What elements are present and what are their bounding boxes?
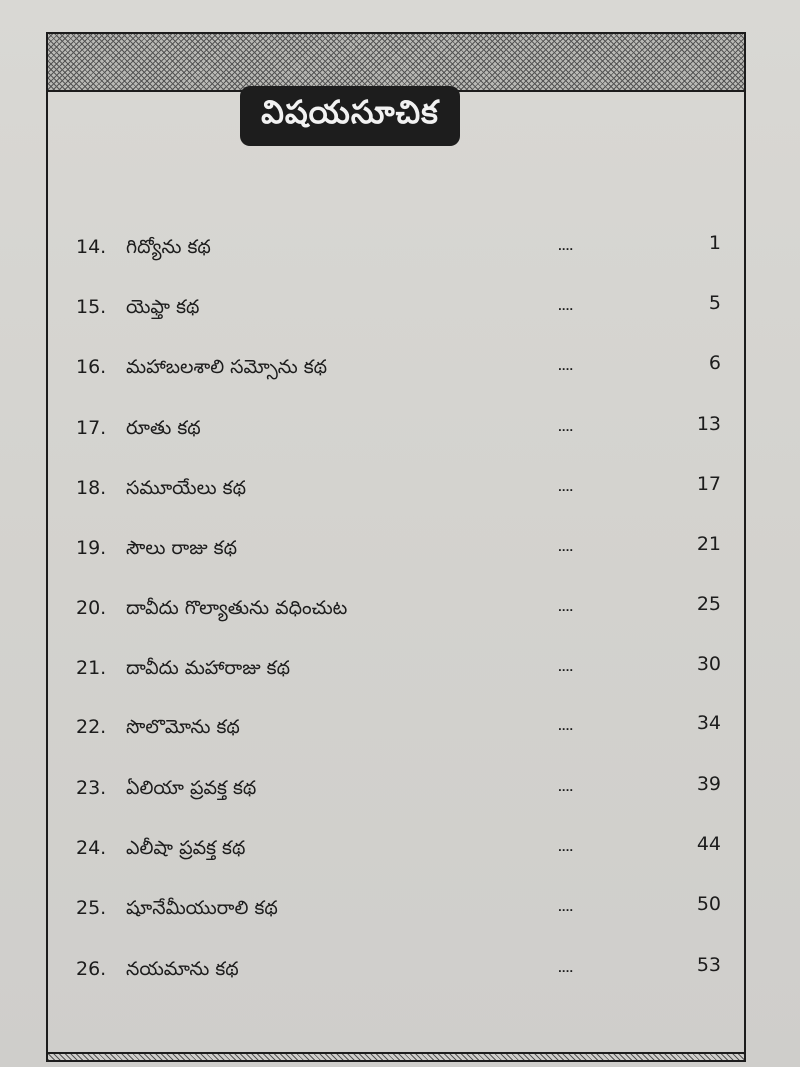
- toc-leader-dots: ....: [558, 543, 574, 554]
- toc-page-number: 17: [696, 473, 721, 495]
- toc-leader-dots: ....: [558, 964, 574, 975]
- toc-title: యెఫ్తా కథ: [126, 296, 200, 318]
- toc-leader-dots: ....: [558, 903, 574, 914]
- toc-row: [76, 593, 721, 627]
- toc-leader-dots: ....: [558, 362, 574, 373]
- toc-row: [76, 232, 721, 266]
- contents-heading-box: [240, 86, 460, 146]
- toc-number: 25.: [76, 897, 107, 919]
- toc-title: నయమాను కథ: [126, 958, 239, 980]
- toc-title: ఎలీషా ప్రవక్త కథ: [126, 837, 246, 859]
- toc-row: [76, 893, 721, 927]
- toc-number: 23.: [76, 777, 107, 799]
- toc-row: [76, 954, 721, 988]
- toc-page-number: 5: [708, 292, 721, 314]
- toc-leader-dots: ....: [558, 423, 574, 434]
- toc-number: 15.: [76, 296, 107, 318]
- toc-title: దావీదు గొల్యాతును వధించుట: [126, 597, 348, 619]
- toc-title: గిద్యోను కథ: [126, 236, 211, 258]
- toc-page-number: 53: [696, 954, 721, 976]
- toc-title: సమూయేలు కథ: [126, 477, 246, 499]
- toc-page-number: 34: [696, 712, 721, 734]
- toc-title: రూతు కథ: [126, 417, 201, 439]
- toc-number: 22.: [76, 716, 107, 738]
- toc-row: [76, 653, 721, 687]
- toc-page-number: 13: [696, 413, 721, 435]
- top-hatched-band: [48, 34, 744, 92]
- toc-page-number: 50: [696, 893, 721, 915]
- toc-leader-dots: ....: [558, 302, 574, 313]
- toc-number: 26.: [76, 958, 107, 980]
- toc-row: [76, 413, 721, 447]
- toc-number: 14.: [76, 236, 107, 258]
- toc-number: 16.: [76, 356, 107, 378]
- bottom-hatched-band: [48, 1052, 744, 1060]
- toc-leader-dots: ....: [558, 722, 574, 733]
- toc-number: 21.: [76, 657, 107, 679]
- toc-leader-dots: ....: [558, 242, 574, 253]
- toc-number: 24.: [76, 837, 107, 859]
- toc-leader-dots: ....: [558, 783, 574, 794]
- contents-heading: విషయసూచిక: [261, 93, 439, 131]
- toc-title: మహాబలశాలి సమ్సోను కథ: [126, 356, 328, 378]
- toc-page-number: 6: [708, 352, 721, 374]
- toc-title: దావీదు మహారాజు కథ: [126, 657, 291, 679]
- toc-page-number: 30: [696, 653, 721, 675]
- toc-page-number: 1: [708, 232, 721, 254]
- toc-page-number: 21: [696, 533, 721, 555]
- toc-leader-dots: ....: [558, 603, 574, 614]
- toc-number: 17.: [76, 417, 107, 439]
- toc-row: [76, 833, 721, 867]
- toc-row: [76, 292, 721, 326]
- toc-row: [76, 473, 721, 507]
- toc-title: సౌలు రాజు కథ: [126, 537, 237, 559]
- toc-title: షూనేమీయురాలి కథ: [126, 897, 278, 919]
- toc-number: 18.: [76, 477, 107, 499]
- toc-number: 19.: [76, 537, 107, 559]
- toc-page-number: 44: [696, 833, 721, 855]
- toc-number: 20.: [76, 597, 107, 619]
- toc-title: ఏలియా ప్రవక్త కథ: [126, 777, 257, 799]
- toc-row: [76, 712, 721, 746]
- toc-leader-dots: ....: [558, 843, 574, 854]
- toc-page-number: 25: [696, 593, 721, 615]
- toc-page-number: 39: [696, 773, 721, 795]
- toc-leader-dots: ....: [558, 483, 574, 494]
- toc-title: సొలొమోను కథ: [126, 716, 240, 738]
- toc-row: [76, 352, 721, 386]
- toc-row: [76, 533, 721, 567]
- toc-row: [76, 773, 721, 807]
- toc-leader-dots: ....: [558, 663, 574, 674]
